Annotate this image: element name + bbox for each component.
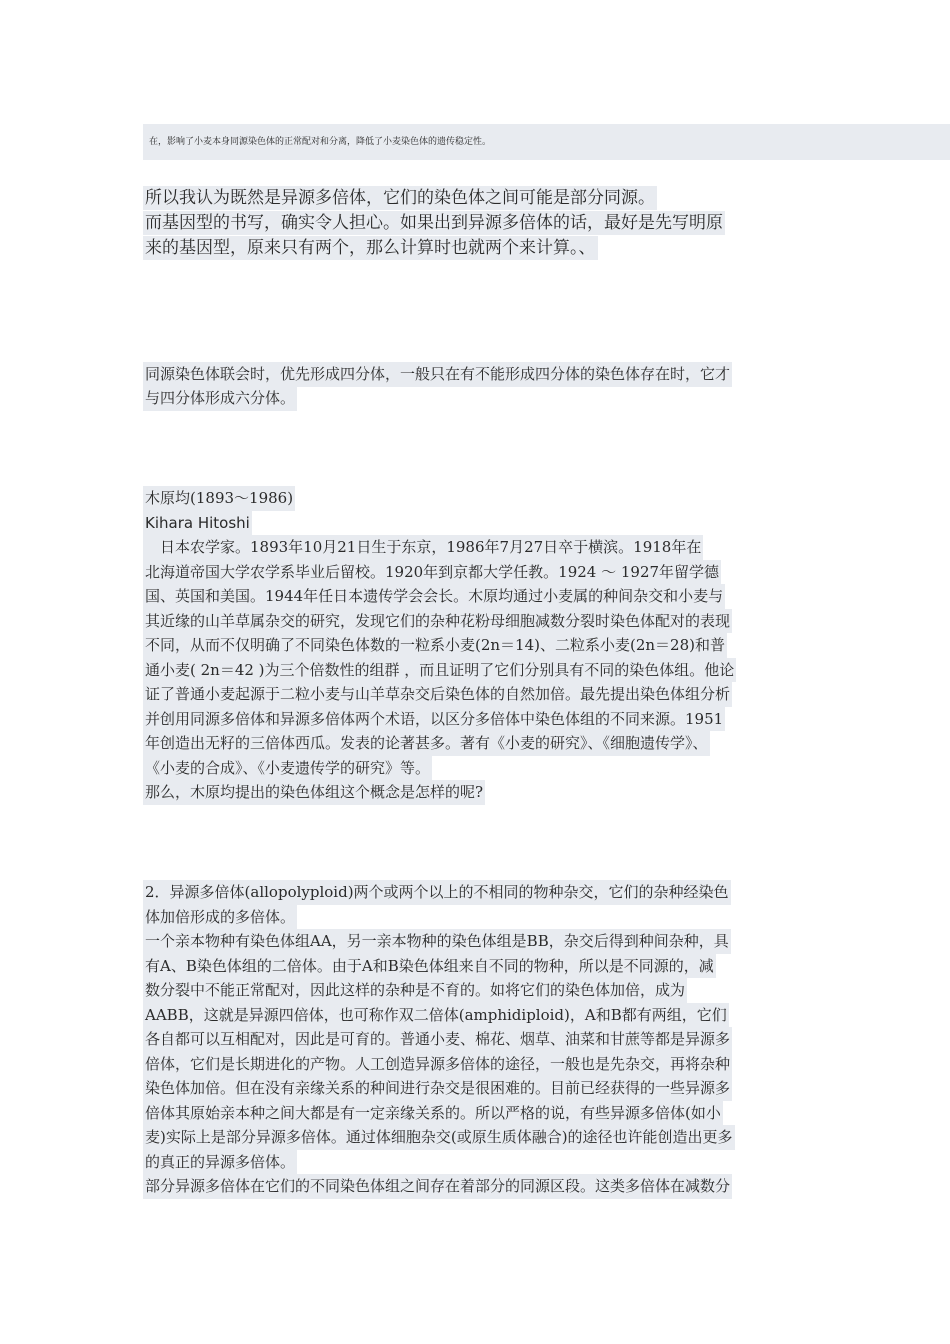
bio-line-2: 北海道帝国大学农学系毕业后留校。1920年到京都大学任教。1924 ～ 1927年留学德 — [143, 560, 721, 585]
bio-line-1: 日本农学家。1893年10月21日生于东京，1986年7月27日卒于横滨。1918年在 — [143, 535, 703, 560]
allopolyploid-line-3: 一个亲本物种有染色体组AA，另一亲本物种的染色体组是BB，杂交后得到种间杂种，具 — [143, 929, 731, 954]
paragraph-3-line-1: 同源染色体联会时，优先形成四分体，一般只在有不能形成四分体的染色体存在时，它才 — [143, 362, 732, 387]
bio-line-7: 证了普通小麦起源于二粒小麦与山羊草杂交后染色体的自然加倍。最先提出染色体组分析 — [143, 682, 732, 707]
bio-title: 木原均(1893～1986) — [143, 486, 295, 511]
paragraph-3-line-2: 与四分体形成六分体。 — [143, 386, 297, 411]
allopolyploid-line-9: 染色体加倍。但在没有亲缘关系的种间进行杂交是很困难的。目前已经获得的一些异源多 — [143, 1076, 732, 1101]
paragraph-2-line-1: 所以我认为既然是异源多倍体，它们的染色体之间可能是部分同源。 — [145, 188, 655, 208]
bio-line-9: 年创造出无籽的三倍体西瓜。发表的论著甚多。著有《小麦的研究》、《细胞遗传学》、 — [143, 731, 710, 756]
allopolyploid-line-13: 部分异源多倍体在它们的不同染色体组之间存在着部分的同源区段。这类多倍体在减数分 — [143, 1174, 732, 1199]
bio-line-5: 不同，从而不仅明确了不同染色体数的一粒系小麦(2n＝14)、二粒系小麦(2n＝28)和普 — [143, 633, 727, 658]
bio-line-10: 《小麦的合成》、《小麦遗传学的研究》等。 — [143, 756, 432, 781]
allopolyploid-line-1: 2．异源多倍体(allopolyploid)两个或两个以上的不相同的物种杂交，它们的杂种经染色 — [143, 880, 731, 905]
allopolyploid-line-12: 的真正的异源多倍体。 — [143, 1150, 297, 1175]
allopolyploid-line-5: 数分裂中不能正常配对，因此这样的杂种是不育的。如将它们的染色体加倍，成为 — [143, 978, 687, 1003]
allopolyploid-line-6: AABB，这就是异源四倍体，也可称作双二倍体(amphidiploid)，A和B都有两组，它们 — [143, 1003, 729, 1028]
paragraph-1-line-1: 在，影响了小麦本身同源染色体的正常配对和分离，降低了小麦染色体的遗传稳定性。 — [143, 124, 950, 160]
allopolyploid-line-11: 麦)实际上是部分异源多倍体。通过体细胞杂交(或原生质体融合)的途径也许能创造出更多 — [143, 1125, 735, 1150]
bio-line-4: 其近缘的山羊草属杂交的研究，发现它们的杂种花粉母细胞减数分裂时染色体配对的表现 — [143, 609, 732, 634]
bio-question: 那么，木原均提出的染色体组这个概念是怎样的呢? — [143, 780, 485, 805]
bio-line-3: 国、英国和美国。1944年任日本遗传学会会长。木原均通过小麦属的种间杂交和小麦与 — [143, 584, 725, 609]
allopolyploid-line-10: 倍体其原始亲本种之间大都是有一定亲缘关系的。所以严格的说，有些异源多倍体(如小 — [143, 1101, 723, 1126]
paragraph-2-line-2: 而基因型的书写，确实令人担心。如果出到异源多倍体的话，最好是先写明原 — [145, 213, 723, 233]
bio-line-6: 通小麦( 2n＝42 )为三个倍数性的组群 ，而且证明了它们分别具有不同的染色体组。他论 — [143, 658, 736, 683]
allopolyploid-line-4: 有A、B染色体组的二倍体。由于A和B染色体组来自不同的物种，所以是不同源的，减 — [143, 954, 716, 979]
allopolyploid-line-7: 各自都可以互相配对，因此是可育的。普通小麦、棉花、烟草、油菜和甘蔗等都是异源多 — [143, 1027, 732, 1052]
bio-line-8: 并创用同源多倍体和异源多倍体两个术语，以区分多倍体中染色体组的不同来源。1951 — [143, 707, 725, 732]
paragraph-2-line-3: 来的基因型，原来只有两个，那么计算时也就两个来计算。、 — [145, 238, 596, 258]
bio-romanized-name: Kihara Hitoshi — [143, 511, 252, 536]
allopolyploid-line-8: 倍体，它们是长期进化的产物。人工创造异源多倍体的途径，一般也是先杂交，再将杂种 — [143, 1052, 732, 1077]
allopolyploid-line-2: 体加倍形成的多倍体。 — [143, 905, 297, 930]
